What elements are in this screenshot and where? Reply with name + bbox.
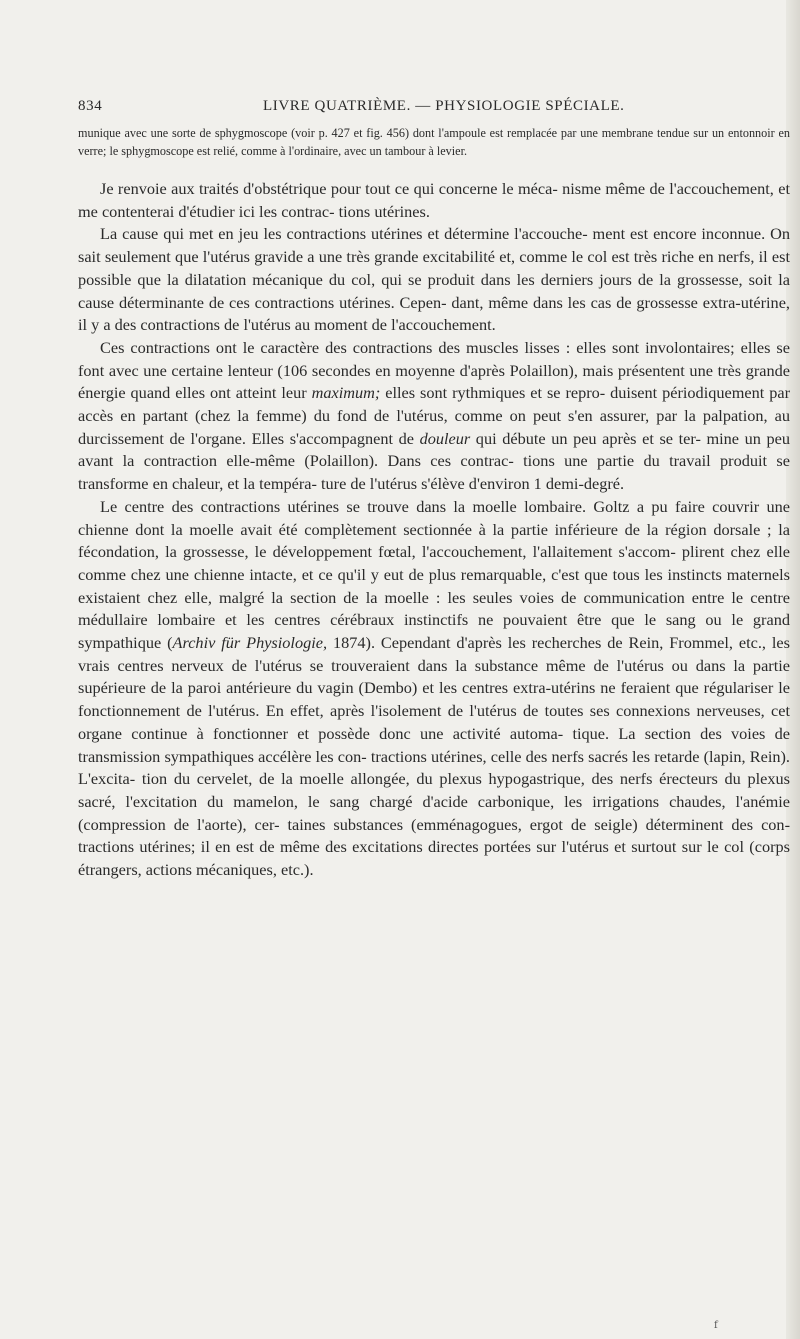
paragraph-3 [78,337,790,496]
paragraph-text: La cause qui met en jeu les contractions utérines et détermine l'accouche- ment est encore inconnue. On sait seulement que l'utérus gravide a une très grande excitabilité et, comme le col est très riche en nerfs, il est possible que la dilatation mécanique du col, qui se produit dans les derniers jours de la grossesse, soit la cause déterminante de ces contractions utérines. Cepen- dant, même dans les cas de grossesse extra-utérine, il y a des contractions de l'utérus au moment de l'accouchement. [78,224,790,335]
running-header [78,98,790,122]
emphasis-maximum: maximum; [311,383,381,403]
paragraph-text: Le centre des contractions utérines se trouve dans la moelle lombaire. Goltz a pu faire couvrir une chienne dont la moelle avait été complètement sectionnée à la partie inférieure de la région dorsale ; la fécondation, la grossesse, le développement fœtal, l'accouchement, l'allaitement s'accom- plirent chez elle comme chez une chienne intacte, et ce qu'il y eut de plus remarquable, c'est que tous les instincts maternels existaient chez elle, malgré la section de la moelle : les seules voies de communication entre le centre médullaire lombaire et les centres cérébraux instinctifs ne pouvaient être que le sang ou le grand sympathique ( [78,496,790,653]
paragraph-1 [78,178,790,223]
running-title: LIVRE QUATRIÈME. — PHYSIOLOGIE SPÉCIALE. [263,98,625,114]
emphasis-douleur: douleur [419,428,471,448]
paragraph-text: 1874). Cependant d'après les recherches de Rein, Frommel, etc., les vrais centres nerveux de l'utérus se trouveraient dans la substance même de l'utérus ou dans la partie supérieure de la paroi antérieure du vagin (Dembo) et les centres extra-utérins ne feraient que régulariser le fonctionnement de l'utérus. En effet, après l'isolement de l'utérus de toutes ses connexions nerveuses, cet organe continue à fonctionner et possède donc une activité automa- tique. La section des voies de transmission sympathiques accélère les con- tractions utérines, celle des nerfs sacrés les retarde (lapin, Rein). L'excita- tion du cervelet, de la moelle allongée, du plexus hypogastrique, des nerfs érecteurs du plexus sacré, l'excitation du mamelon, le sang chargé d'acide carbonique, les irrigations chaudes, l'anémie (compression de l'aorte), cer- taines substances (emménagogues, ergot de seigle) déterminent des con- tractions utérines; il en est de même des excitations directes portées sur l'utérus et surtout sur le col (corps étrangers, actions mécaniques, etc.). [78,633,790,880]
page-number: 834 [78,98,103,114]
paragraph-text: qui débute un peu après et se ter- mine un peu avant la contraction elle-même (Polaillon). Dans ces contrac- tions une partie du travail produit se transforme en chaleur, et la tempéra- ture de l'utérus s'élève d'environ 1 demi-degré. [78,428,790,494]
paragraph-text: Ces contractions ont le caractère des contractions des muscles lisses : elles sont involontaires; elles se font avec une certaine lenteur (106 secondes en moyenne d'après Polaillon), mais présentent une très grande énergie quand elles ont atteint leur [78,337,790,403]
footnote-continuation: munique avec une sorte de sphygmoscope (voir p. 427 et fig. 456) dont l'ampoule est remplacée par une membrane tendue sur un entonnoir en verre; le sphygmoscope est relié, comme à l'ordinaire, avec un tambour à levier. [78,126,790,158]
paragraph-2 [78,223,790,337]
paragraph-4 [78,496,790,882]
paragraph-text: elles sont rythmiques et se repro- duisent périodiquement par accès en partant (chez la femme) du fond de l'utérus, comme on peut s'en assurer, par la palpation, au durcissement de l'organe. Elles s'accompagnent de [78,383,791,448]
paragraph-text: Je renvoie aux traités d'obstétrique pour tout ce qui concerne le méca- nisme même de l'accouchement, et me contenterai d'étudier ici les contrac- tions utérines. [78,179,790,221]
stray-mark: f [714,1320,718,1331]
citation-archiv: Archiv für Physiologie, [172,633,328,653]
body-text [78,178,790,882]
